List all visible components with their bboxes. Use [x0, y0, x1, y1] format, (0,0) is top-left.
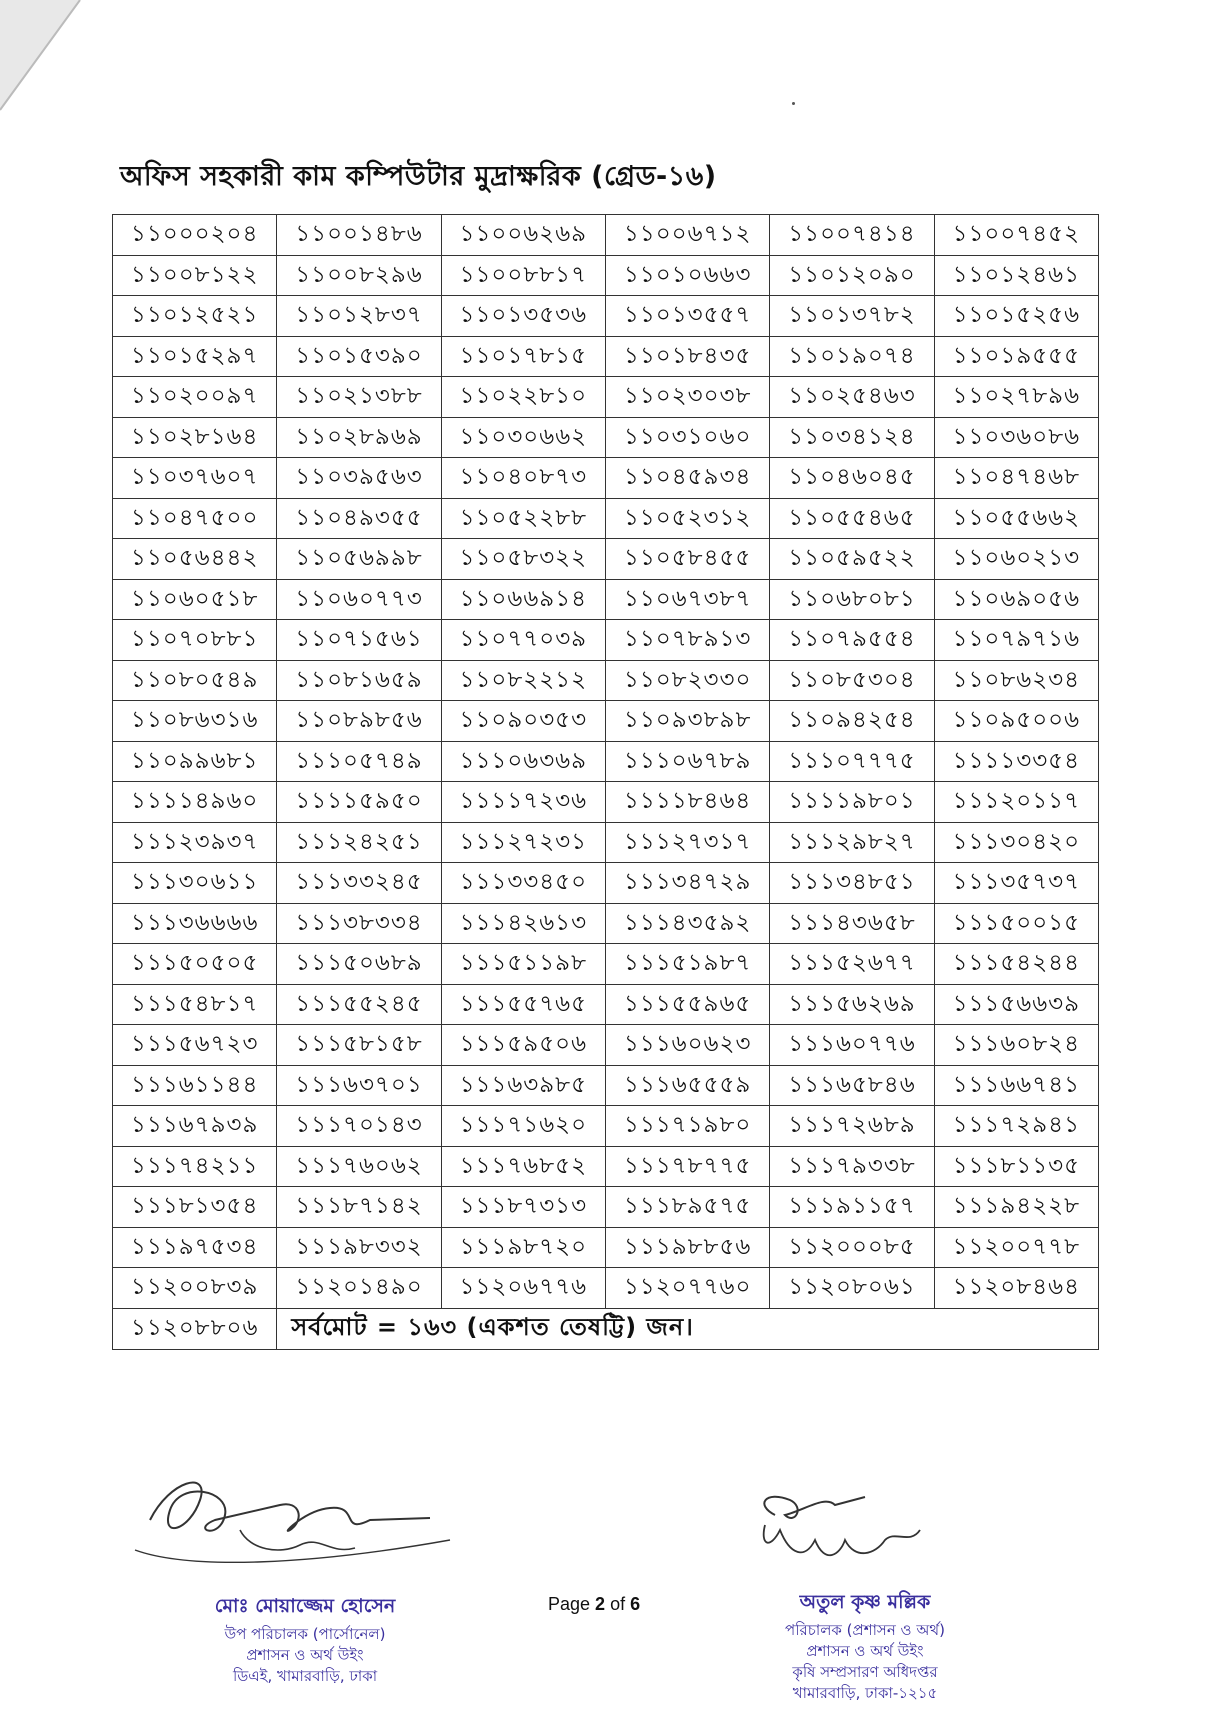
table-row — [113, 458, 1099, 499]
signatory-right-office: কৃষি সম্প্রসারণ অধিদপ্তর — [792, 1663, 938, 1681]
roll-number-cell: ১১১৬০৭৭৬ — [770, 1025, 934, 1066]
roll-number-cell: ১১০৫২৩১২ — [605, 498, 769, 539]
table-row — [113, 336, 1099, 377]
roll-number-cell: ১১১৩৮৩৩৪ — [277, 903, 441, 944]
roll-number-cell: ১১০০৬৭১২ — [605, 215, 769, 256]
roll-number-cell: ১১১৫৪২৪৪ — [934, 944, 1098, 985]
roll-number-cell: ১১০৯৩৮৯৮ — [605, 701, 769, 742]
roll-number-cell: ১১১৬১১৪৪ — [113, 1065, 277, 1106]
roll-number-cell: ১১০১৮৪৩৫ — [605, 336, 769, 377]
roll-number-cell: ১১১৮১১৩৫ — [934, 1146, 1098, 1187]
roll-number-cell: ১১০৫৫৪৬৫ — [770, 498, 934, 539]
roll-number-cell: ১১০১৩৭৮২ — [770, 296, 934, 337]
roll-number-cell: ১১০০১৪৮৬ — [277, 215, 441, 256]
roll-number-cell: ১১০৩৯৫৬৩ — [277, 458, 441, 499]
roll-number-cell: ১১১৮১৩৫৪ — [113, 1187, 277, 1228]
signatory-right-designation: পরিচালক (প্রশাসন ও অর্থ) — [785, 1621, 945, 1639]
roll-number-cell: ১১১৩৪৭২৯ — [605, 863, 769, 904]
roll-number-cell: ১১১৮৭১৪২ — [277, 1187, 441, 1228]
table-row — [113, 620, 1099, 661]
roll-number-cell: ১১০৪৬০৪৫ — [770, 458, 934, 499]
roll-number-cell: ১১২০০০৮৫ — [770, 1227, 934, 1268]
roll-number-cell: ১১০৩৬০৮৬ — [934, 417, 1098, 458]
roll-number-cell: ১১০৮৬৩১৬ — [113, 701, 277, 742]
roll-number-cell: ১১১৬৫৫৫৯ — [605, 1065, 769, 1106]
roll-number-cell: ১১১৯৮৩৩২ — [277, 1227, 441, 1268]
signatory-left-office: ডিএই, খামারবাড়ি, ঢাকা — [232, 1667, 378, 1685]
roll-number-cell: ১১০৯৪২৫৪ — [770, 701, 934, 742]
roll-number-cell: ১১০৮৯৮৫৬ — [277, 701, 441, 742]
roll-number-cell: ১১১৫২৬৭৭ — [770, 944, 934, 985]
roll-number-cell: ১১১০৬৭৮৯ — [605, 741, 769, 782]
roll-number-cell: ১১০৭৭০৩৯ — [441, 620, 605, 661]
roll-number-cell: ১১১৫০৫০৫ — [113, 944, 277, 985]
roll-number-cell: ১১০০৭৪১৪ — [770, 215, 934, 256]
signatory-right-address: খামারবাড়ি, ঢাকা-১২১৫ — [792, 1684, 938, 1702]
roll-number-cell: ১১১৭৬৮৫২ — [441, 1146, 605, 1187]
roll-number-cell: ১১০১৯৫৫৫ — [934, 336, 1098, 377]
roll-number-cell: ১১১৩৩৪৫০ — [441, 863, 605, 904]
roll-number-cell: ১১০৩০৬৬২ — [441, 417, 605, 458]
roll-number-cell: ১১১৭১৬২০ — [441, 1106, 605, 1147]
roll-number-cell: ১১১৫৫৯৬৫ — [605, 984, 769, 1025]
roll-number-cell: ১১২০০৭৭৮ — [934, 1227, 1098, 1268]
roll-number-cell: ১১১৬৩৯৮৫ — [441, 1065, 605, 1106]
signatory-right-name: অতুল কৃষ্ণ মল্লিক — [799, 1591, 931, 1613]
roll-number-cell: ১১১১৩৩৫৪ — [934, 741, 1098, 782]
roll-number-cell: ১১০৭৯৫৫৪ — [770, 620, 934, 661]
roll-number-cell: ১১১৯৭৫৩৪ — [113, 1227, 277, 1268]
roll-number-cell: ১১১২০১১৭ — [934, 782, 1098, 823]
table-row — [113, 1227, 1099, 1268]
roll-number-cell: ১১০৮২৩৩০ — [605, 660, 769, 701]
roll-number-cell: ১১০৫৮৪৫৫ — [605, 539, 769, 580]
roll-number-cell: ১১০৮০৫৪৯ — [113, 660, 277, 701]
roll-number-cell: ১১২০০৮৩৯ — [113, 1268, 277, 1309]
roll-number-cell: ১১১১৪৯৬০ — [113, 782, 277, 823]
table-row — [113, 1106, 1099, 1147]
page-total: 6 — [630, 1594, 641, 1614]
roll-number-cell: ১১২০৮৮০৬ — [113, 1308, 277, 1349]
roll-number-cell: ১১০৬৮০৮১ — [770, 579, 934, 620]
page-current: 2 — [595, 1594, 606, 1614]
roll-number-cell: ১১০৯৯৬৮১ — [113, 741, 277, 782]
table-row — [113, 377, 1099, 418]
scan-speck — [792, 102, 795, 105]
table-row — [113, 1268, 1099, 1309]
roll-number-cell: ১১১৬০৬২৩ — [605, 1025, 769, 1066]
roll-number-cell: ১১১৫০৬৮৯ — [277, 944, 441, 985]
roll-number-cell: ১১০৫৫৬৬২ — [934, 498, 1098, 539]
page-fold-corner — [0, 0, 90, 120]
roll-number-cell: ১১২০৮৪৬৪ — [934, 1268, 1098, 1309]
roll-number-cell: ১১১৬৩৭০১ — [277, 1065, 441, 1106]
roll-number-cell: ১১০৯৫০০৬ — [934, 701, 1098, 742]
roll-number-cell: ১১০৫৮৩২২ — [441, 539, 605, 580]
roll-number-cell: ১১১৩৪৮৫১ — [770, 863, 934, 904]
roll-number-cell: ১১০২৩০৩৮ — [605, 377, 769, 418]
roll-number-cell: ১১০৫৬৪৪২ — [113, 539, 277, 580]
signature-right — [745, 1485, 965, 1595]
table-row — [113, 417, 1099, 458]
signatory-right-wing: প্রশাসন ও অর্থ উইং — [806, 1642, 924, 1660]
roll-number-cell: ১১২০৭৭৬০ — [605, 1268, 769, 1309]
roll-number-cell: ১১১৫১৯৮৭ — [605, 944, 769, 985]
roll-number-cell: ১১০১৫২৫৬ — [934, 296, 1098, 337]
roll-number-cell: ১১০২৮১৬৪ — [113, 417, 277, 458]
table-row — [113, 1065, 1099, 1106]
signature-left — [130, 1460, 460, 1580]
signatory-left-block — [160, 1592, 450, 1687]
roll-number-cell: ১১১৭৮৭৭৫ — [605, 1146, 769, 1187]
roll-number-cell: ১১০১৫২৯৭ — [113, 336, 277, 377]
roll-number-cell: ১১০৮৬২৩৪ — [934, 660, 1098, 701]
roll-number-cell: ১১১৭৪২১১ — [113, 1146, 277, 1187]
roll-number-cell: ১১০০৮১২২ — [113, 255, 277, 296]
roll-number-cell: ১১১০৭৭৭৫ — [770, 741, 934, 782]
roll-number-cell: ১১০৩১০৬০ — [605, 417, 769, 458]
roll-number-cell: ১১১৭২৯৪১ — [934, 1106, 1098, 1147]
page-number — [548, 1594, 640, 1615]
signatory-left-name: মোঃ মোয়াজ্জেম হোসেন — [214, 1595, 396, 1617]
roll-number-cell: ১১২০৮০৬১ — [770, 1268, 934, 1309]
roll-number-cell: ১১১২৪২৫১ — [277, 822, 441, 863]
roll-number-cell: ১১১৭২৬৮৯ — [770, 1106, 934, 1147]
table-row — [113, 741, 1099, 782]
table-row — [113, 984, 1099, 1025]
roll-number-cell: ১১০৪৫৯৩৪ — [605, 458, 769, 499]
roll-number-cell: ১১১৫৫৭৬৫ — [441, 984, 605, 1025]
roll-number-cell: ১১০৭৮৯১৩ — [605, 620, 769, 661]
roll-number-table — [112, 214, 1099, 1350]
roll-number-cell: ১১১৯৪২২৮ — [934, 1187, 1098, 1228]
roll-number-cell: ১১০১২৫২১ — [113, 296, 277, 337]
roll-number-cell: ১১১৫৪৮১৭ — [113, 984, 277, 1025]
roll-number-cell: ১১১১৮৪৬৪ — [605, 782, 769, 823]
table-row — [113, 782, 1099, 823]
roll-number-cell: ১১০৩৭৬০৭ — [113, 458, 277, 499]
page-prefix: Page — [548, 1594, 596, 1614]
roll-number-cell: ১১১৭৯৩৩৮ — [770, 1146, 934, 1187]
table-row — [113, 660, 1099, 701]
roll-number-cell: ১১০৭১৫৬১ — [277, 620, 441, 661]
roll-number-cell: ১১১৯৮৮৫৬ — [605, 1227, 769, 1268]
signatory-right-block — [720, 1588, 1010, 1704]
table-row — [113, 215, 1099, 256]
roll-number-cell: ১১০১২৮৩৭ — [277, 296, 441, 337]
roll-number-cell: ১১১৫৬৬৩৯ — [934, 984, 1098, 1025]
roll-number-cell: ১১০৫৯৫২২ — [770, 539, 934, 580]
signatory-left-designation: উপ পরিচালক (পার্সোনেল) — [224, 1625, 386, 1643]
roll-number-cell: ১১১৫৬২৬৯ — [770, 984, 934, 1025]
roll-number-cell: ১১০৭৯৭১৬ — [934, 620, 1098, 661]
roll-number-cell: ১১০১৩৫৫৭ — [605, 296, 769, 337]
roll-number-cell: ১১১৩০৪২০ — [934, 822, 1098, 863]
roll-number-cell: ১১০১৭৮১৫ — [441, 336, 605, 377]
roll-number-cell: ১১০০৮৮১৭ — [441, 255, 605, 296]
roll-number-cell: ১১০১৯০৭৪ — [770, 336, 934, 377]
roll-number-cell: ১১০৯০৩৫৩ — [441, 701, 605, 742]
roll-number-cell: ১১০৪৭৪৬৮ — [934, 458, 1098, 499]
roll-number-cell: ১১০১২০৯০ — [770, 255, 934, 296]
table-row-total — [113, 1308, 1099, 1349]
table-row — [113, 539, 1099, 580]
table-row — [113, 903, 1099, 944]
roll-number-cell: ১১০৮২২১২ — [441, 660, 605, 701]
roll-number-cell: ১১০৪০৮৭৩ — [441, 458, 605, 499]
roll-number-cell: ১১০৬০২১৩ — [934, 539, 1098, 580]
roll-number-cell: ১১০২৫৪৬৩ — [770, 377, 934, 418]
table-row — [113, 863, 1099, 904]
roll-number-cell: ১১১১৭২৩৬ — [441, 782, 605, 823]
roll-number-cell: ১১১৩৩২৪৫ — [277, 863, 441, 904]
roll-number-cell: ১১০২২৮১০ — [441, 377, 605, 418]
roll-number-cell: ১১০৬০৫১৮ — [113, 579, 277, 620]
roll-number-cell: ১১১৭৬০৬২ — [277, 1146, 441, 1187]
roll-number-cell: ১১২০১৪৯০ — [277, 1268, 441, 1309]
roll-number-cell: ১১০৭০৮৮১ — [113, 620, 277, 661]
roll-number-cell: ১১১০৫৭৪৯ — [277, 741, 441, 782]
table-row — [113, 498, 1099, 539]
table-row — [113, 255, 1099, 296]
roll-number-cell: ১১১৫৫২৪৫ — [277, 984, 441, 1025]
roll-number-cell: ১১১৬০৮২৪ — [934, 1025, 1098, 1066]
roll-number-cell: ১১০৮৫৩০৪ — [770, 660, 934, 701]
roll-number-cell: ১১১৩০৬১১ — [113, 863, 277, 904]
roll-number-table-body — [113, 215, 1099, 1350]
roll-number-cell: ১১০২৭৮৯৬ — [934, 377, 1098, 418]
roll-number-cell: ১১১০৬৩৬৯ — [441, 741, 605, 782]
roll-number-cell: ১১১২৯৮২৭ — [770, 822, 934, 863]
roll-number-cell: ১১০২০০৯৭ — [113, 377, 277, 418]
roll-number-cell: ১১১৬৭৯৩৯ — [113, 1106, 277, 1147]
roll-number-cell: ১১১৫৮১৫৮ — [277, 1025, 441, 1066]
table-row — [113, 579, 1099, 620]
table-row — [113, 1187, 1099, 1228]
roll-number-cell: ১১১৩৫৭৩৭ — [934, 863, 1098, 904]
roll-number-cell: ১১২০৬৭৭৬ — [441, 1268, 605, 1309]
signatory-left-wing: প্রশাসন ও অর্থ উইং — [246, 1646, 364, 1664]
roll-number-cell: ১১১৯৮৭২০ — [441, 1227, 605, 1268]
roll-number-cell: ১১০০৮২৯৬ — [277, 255, 441, 296]
roll-number-cell: ১১০১২৪৬১ — [934, 255, 1098, 296]
roll-number-cell: ১১১৮৭৩১৩ — [441, 1187, 605, 1228]
grand-total-text: সর্বমোট = ১৬৩ (একশত তেষট্টি) জন। — [277, 1308, 1099, 1349]
roll-number-cell: ১১০৮১৬৫৯ — [277, 660, 441, 701]
table-row — [113, 1025, 1099, 1066]
roll-number-cell: ১১০০৭৪৫২ — [934, 215, 1098, 256]
roll-number-cell: ১১০৬৬৯১৪ — [441, 579, 605, 620]
table-row — [113, 1146, 1099, 1187]
roll-number-cell: ১১১৫৬৭২৩ — [113, 1025, 277, 1066]
page-title: অফিস সহকারী কাম কম্পিউটার মুদ্রাক্ষরিক (গ্রেড-১৬) — [120, 161, 717, 192]
roll-number-cell: ১১১৫৯৫০৬ — [441, 1025, 605, 1066]
roll-number-cell: ১১০০০২০৪ — [113, 215, 277, 256]
roll-number-cell: ১১১৬৫৮৪৬ — [770, 1065, 934, 1106]
roll-number-cell: ১১০০৬২৬৯ — [441, 215, 605, 256]
roll-number-cell: ১১০২১৩৮৮ — [277, 377, 441, 418]
roll-number-cell: ১১১৯১১৫৭ — [770, 1187, 934, 1228]
roll-number-cell: ১১০৫৬৯৯৮ — [277, 539, 441, 580]
roll-number-cell: ১১০৬০৭৭৩ — [277, 579, 441, 620]
roll-number-cell: ১১০১০৬৬৩ — [605, 255, 769, 296]
roll-number-cell: ১১০৫২২৮৮ — [441, 498, 605, 539]
table-row — [113, 944, 1099, 985]
roll-number-cell: ১১১২৭৩১৭ — [605, 822, 769, 863]
roll-number-cell: ১১১৫০০১৫ — [934, 903, 1098, 944]
roll-number-cell: ১১১২৩৯৩৭ — [113, 822, 277, 863]
roll-number-cell: ১১১৪৩৬৫৮ — [770, 903, 934, 944]
roll-number-cell: ১১০১৫৩৯০ — [277, 336, 441, 377]
roll-number-cell: ১১১৭১৯৮০ — [605, 1106, 769, 1147]
roll-number-cell: ১১০১৩৫৩৬ — [441, 296, 605, 337]
table-row — [113, 296, 1099, 337]
roll-number-cell: ১১১২৭২৩১ — [441, 822, 605, 863]
roll-number-cell: ১১০৬৯০৫৬ — [934, 579, 1098, 620]
page-of: of — [605, 1594, 631, 1614]
roll-number-cell: ১১১৬৬৭৪১ — [934, 1065, 1098, 1106]
roll-number-cell: ১১১১৯৮০১ — [770, 782, 934, 823]
roll-number-cell: ১১১৪২৬১৩ — [441, 903, 605, 944]
roll-number-cell: ১১১৮৯৫৭৫ — [605, 1187, 769, 1228]
roll-number-cell: ১১১৪৩৫৯২ — [605, 903, 769, 944]
roll-number-cell: ১১০৬৭৩৮৭ — [605, 579, 769, 620]
table-row — [113, 701, 1099, 742]
roll-number-cell: ১১০২৮৯৬৯ — [277, 417, 441, 458]
roll-number-cell: ১১০৪৯৩৫৫ — [277, 498, 441, 539]
roll-number-cell: ১১১৭০১৪৩ — [277, 1106, 441, 1147]
roll-number-cell: ১১০৩৪১২৪ — [770, 417, 934, 458]
roll-number-cell: ১১১১৫৯৫০ — [277, 782, 441, 823]
roll-number-cell: ১১১৩৬৬৬৬ — [113, 903, 277, 944]
roll-number-cell: ১১১৫১১৯৮ — [441, 944, 605, 985]
table-row — [113, 822, 1099, 863]
roll-number-cell: ১১০৪৭৫০০ — [113, 498, 277, 539]
